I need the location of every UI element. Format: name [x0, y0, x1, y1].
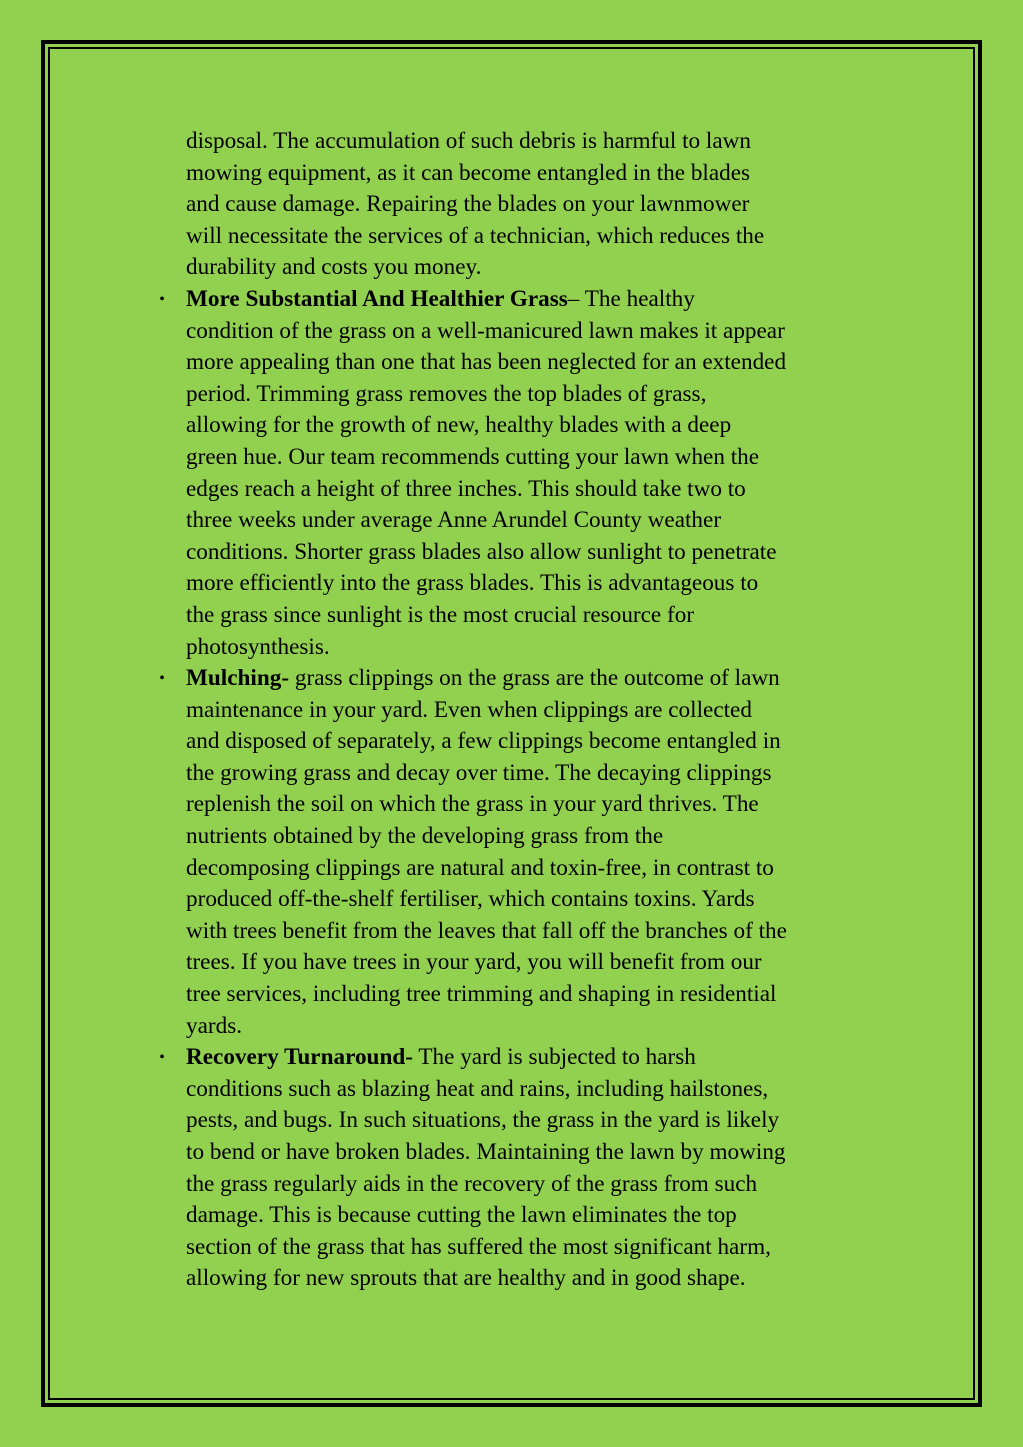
text-line: the grass since sunlight is the most crucial resource for [186, 601, 695, 628]
list-item-recovery-turnaround [159, 1042, 906, 1295]
text-line: damage. This is because cutting the lawn eliminates the top [186, 1202, 737, 1229]
text-line: green hue. Our team recommends cutting your lawn when the [186, 443, 760, 470]
text-line: period. Trimming grass removes the top blades of grass, [186, 380, 707, 407]
list-item-first-line [186, 663, 906, 695]
text-line: the grass regularly aids in the recovery of the grass from such [186, 1170, 758, 1197]
text-line: three weeks under average Anne Arundel County weather [186, 507, 722, 534]
text-line: decomposing clippings are natural and toxin-free, in contrast to [186, 854, 774, 881]
text-line: allowing for new sprouts that are healthy and in good shape. [186, 1265, 746, 1292]
text-line: photosynthesis. [186, 633, 330, 660]
list-item-title: Recovery Turnaround- [186, 1044, 413, 1071]
text-line: the growing grass and decay over time. The decaying clippings [186, 759, 772, 786]
bullet-icon: • [159, 670, 165, 688]
text-line: condition of the grass on a well-manicured lawn makes it appear [186, 317, 785, 344]
document-body [159, 126, 906, 1295]
list-item-first-line [186, 1042, 906, 1074]
text-line: with trees benefit from the leaves that fall off the branches of the [186, 917, 787, 944]
bullet-icon: • [159, 1049, 165, 1067]
text-line: to bend or have broken blades. Maintaining the lawn by mowing [186, 1139, 786, 1165]
list-item-title: More Substantial And Healthier Grass [186, 285, 568, 312]
text-line: tree services, including tree trimming and shaping in residential [186, 981, 777, 1008]
text-line: durability and costs you money. [186, 254, 482, 281]
text-line: maintenance in your yard. Even when clippings are collected [186, 696, 752, 723]
text-line: allowing for the growth of new, healthy blades with a deep [186, 412, 732, 439]
text-line: mowing equipment, as it can become entangled in the blades [186, 159, 751, 186]
text-line: nutrients obtained by the developing grass from the [186, 823, 664, 850]
text-line: produced off-the-shelf fertiliser, which contains toxins. Yards [186, 886, 755, 913]
text-line: conditions. Shorter grass blades also allow sunlight to penetrate [186, 538, 777, 565]
list-item-first-line [186, 284, 906, 316]
bullet-icon: • [159, 290, 165, 308]
text-line: and cause damage. Repairing the blades on your lawnmower [186, 191, 750, 218]
text-line: conditions such as blazing heat and rains, including hailstones, [186, 1075, 769, 1102]
list-item-text: The yard is subjected to harsh [412, 1044, 696, 1071]
list-item-mulching [159, 663, 906, 1042]
text-line: more appealing than one that has been neglected for an extended [186, 349, 787, 376]
continuation-paragraph [186, 126, 906, 284]
text-line: edges reach a height of three inches. This should take two to [186, 475, 746, 502]
text-line: will necessitate the services of a technician, which reduces the [186, 222, 765, 249]
list-item-text: – The healthy [567, 285, 695, 312]
text-line: section of the grass that has suffered the most significant harm, [186, 1233, 771, 1260]
text-line: more efficiently into the grass blades. This is advantageous to [186, 570, 759, 597]
list-item-title: Mulching- [186, 665, 290, 692]
list-item-healthier-grass [159, 284, 906, 663]
text-line: trees. If you have trees in your yard, you will benefit from our [186, 949, 762, 976]
text-line: replenish the soil on which the grass in your yard thrives. The [186, 791, 759, 818]
text-line: yards. [186, 1012, 243, 1039]
list-item-text: grass clippings on the grass are the outcome of lawn [289, 665, 780, 692]
text-line: pests, and bugs. In such situations, the grass in the yard is likely [186, 1107, 780, 1134]
text-line: disposal. The accumulation of such debris is harmful to lawn [186, 128, 751, 154]
text-line: and disposed of separately, a few clippings become entangled in [186, 728, 781, 755]
